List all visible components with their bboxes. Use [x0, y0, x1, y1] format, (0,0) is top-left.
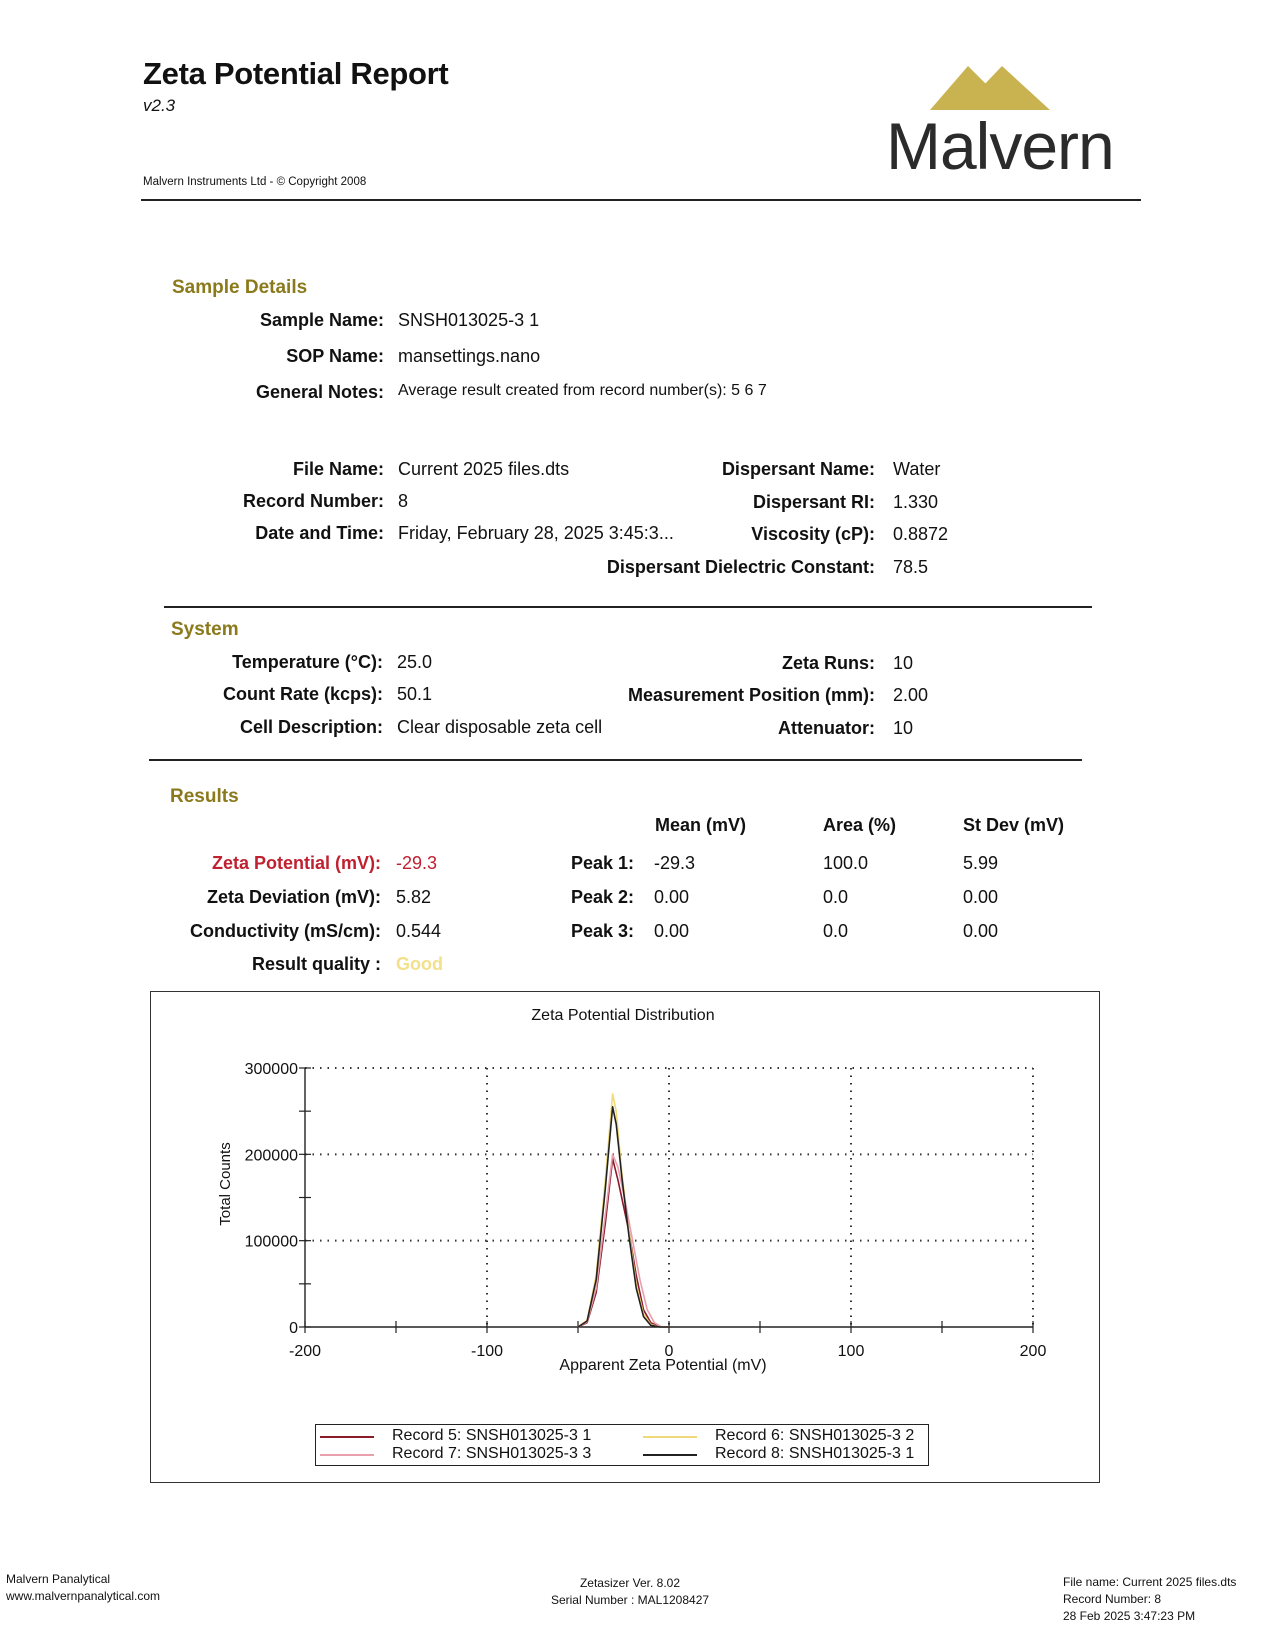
footer-file-info — [1063, 1574, 1236, 1625]
date-time-value: Friday, February 28, 2025 3:45:3... — [398, 523, 674, 543]
footer-record-number: Record Number: 8 — [1063, 1592, 1162, 1606]
viscosity-value: 0.8872 — [893, 524, 949, 544]
footer-file-name: File name: Current 2025 files.dts — [1063, 1575, 1237, 1589]
measurement-position-label: Measurement Position (mm): — [627, 685, 875, 705]
dispersant-name-value: Water — [893, 459, 941, 479]
stdev-column-header: St Dev (mV) — [963, 815, 1065, 835]
header-divider — [141, 199, 1141, 201]
cell-description-value: Clear disposable zeta cell — [397, 717, 603, 737]
peak-1-label: Peak 1: — [570, 853, 634, 873]
sop-name-value: mansettings.nano — [398, 346, 541, 366]
zeta-runs-value: 10 — [893, 653, 914, 673]
count-rate-label: Count Rate (kcps): — [222, 684, 383, 704]
date-time-label: Date and Time: — [255, 523, 384, 543]
results-heading: Results — [170, 786, 239, 807]
chart-x-tick-label: 100 — [837, 1343, 865, 1360]
peak-3-label: Peak 3: — [570, 921, 634, 941]
system-heading: System — [171, 619, 239, 640]
zeta-potential-value: -29.3 — [396, 853, 438, 873]
legend-line-record-7 — [320, 1454, 374, 1456]
area-column-header: Area (%) — [823, 815, 897, 835]
chart-frame — [150, 991, 1100, 1483]
zeta-runs-label: Zeta Runs: — [781, 653, 875, 673]
peak-2-mean: 0.00 — [654, 887, 690, 907]
general-notes-value: Average result created from record number(s): 5 6 7 — [398, 382, 767, 399]
general-notes-label: General Notes: — [255, 382, 384, 402]
peak-2-stdev: 0.00 — [963, 887, 999, 907]
footer-serial-number: Serial Number : MAL1208427 — [550, 1593, 710, 1607]
peak-3-area: 0.0 — [823, 921, 849, 941]
dispersant-ri-value: 1.330 — [893, 492, 939, 512]
dielectric-label: Dispersant Dielectric Constant: — [606, 557, 875, 577]
chart-legend — [315, 1424, 929, 1466]
chart-y-axis-label: Total Counts — [217, 1142, 234, 1226]
zeta-deviation-label: Zeta Deviation (mV): — [206, 887, 381, 907]
dispersant-name-label: Dispersant Name: — [721, 459, 875, 479]
conductivity-value: 0.544 — [396, 921, 442, 941]
mean-column-header: Mean (mV) — [655, 815, 747, 835]
malvern-logo-icon — [930, 62, 1070, 112]
chart-y-tick-label: 300000 — [244, 1061, 298, 1078]
zeta-potential-label: Zeta Potential (mV): — [211, 853, 381, 873]
record-number-label: Record Number: — [242, 491, 384, 511]
chart-y-tick-label: 200000 — [244, 1147, 298, 1165]
count-rate-value: 50.1 — [397, 684, 433, 704]
legend-label-record-5: Record 5: SNSH013025-3 1 — [392, 1427, 592, 1444]
peak-2-area: 0.0 — [823, 887, 849, 907]
malvern-logo-text: Malvern — [886, 109, 1114, 183]
peak-3-stdev: 0.00 — [963, 921, 999, 941]
legend-line-record-8 — [643, 1454, 697, 1456]
legend-label-record-6: Record 6: SNSH013025-3 2 — [715, 1427, 915, 1444]
copyright-notice: Malvern Instruments Ltd - © Copyright 2008 — [143, 176, 367, 188]
sample-divider — [164, 606, 1092, 608]
chart-y-tick-label: 0 — [289, 1320, 298, 1337]
report-version: v2.3 — [143, 96, 176, 115]
chart-title: Zeta Potential Distribution — [531, 1007, 715, 1024]
record-number-value: 8 — [398, 491, 409, 511]
report-title: Zeta Potential Report — [143, 56, 449, 91]
peak-3-mean: 0.00 — [654, 921, 690, 941]
result-quality-label: Result quality : — [251, 954, 381, 974]
footer-website: www.malvernpanalytical.com — [6, 1589, 161, 1603]
attenuator-value: 10 — [893, 718, 914, 738]
chart-y-tick-label: 100000 — [244, 1233, 298, 1251]
footer-software — [545, 1575, 715, 1609]
viscosity-label: Viscosity (cP): — [751, 524, 875, 544]
legend-label-record-8: Record 8: SNSH013025-3 1 — [715, 1445, 915, 1462]
conductivity-label: Conductivity (mS/cm): — [189, 921, 381, 941]
footer-software-version: Zetasizer Ver. 8.02 — [579, 1576, 681, 1590]
peak-2-label: Peak 2: — [570, 887, 634, 907]
system-divider — [149, 759, 1082, 761]
chart-x-tick-label: 0 — [664, 1343, 674, 1360]
cell-description-label: Cell Description: — [239, 717, 383, 737]
file-name-label: File Name: — [292, 459, 384, 479]
footer-timestamp: 28 Feb 2025 3:47:23 PM — [1063, 1609, 1196, 1623]
chart-x-tick-label: -100 — [470, 1343, 504, 1360]
sop-name-label: SOP Name: — [286, 346, 384, 366]
zeta-deviation-value: 5.82 — [396, 887, 432, 907]
attenuator-label: Attenuator: — [778, 718, 875, 738]
file-name-value: Current 2025 files.dts — [398, 459, 570, 479]
peak-1-mean: -29.3 — [654, 853, 696, 873]
sample-details-heading: Sample Details — [172, 277, 308, 298]
chart-x-tick-label: -200 — [288, 1343, 322, 1360]
dispersant-ri-label: Dispersant RI: — [752, 492, 875, 512]
footer-company — [6, 1571, 160, 1605]
chart-x-tick-label: 200 — [1019, 1343, 1047, 1360]
sample-name-value: SNSH013025-3 1 — [398, 310, 540, 330]
dielectric-value: 78.5 — [893, 557, 929, 577]
measurement-position-value: 2.00 — [893, 685, 929, 705]
chart-x-axis-label: Apparent Zeta Potential (mV) — [559, 1357, 767, 1374]
temperature-value: 25.0 — [397, 652, 433, 672]
temperature-label: Temperature (°C): — [232, 652, 383, 672]
peak-1-stdev: 5.99 — [963, 853, 999, 873]
result-quality-value: Good — [396, 954, 443, 974]
legend-line-record-5 — [320, 1436, 374, 1438]
sample-name-label: Sample Name: — [259, 310, 384, 330]
legend-label-record-7: Record 7: SNSH013025-3 3 — [392, 1445, 592, 1462]
legend-line-record-6 — [643, 1436, 697, 1438]
peak-1-area: 100.0 — [823, 853, 869, 873]
footer-company-name: Malvern Panalytical — [6, 1572, 111, 1586]
